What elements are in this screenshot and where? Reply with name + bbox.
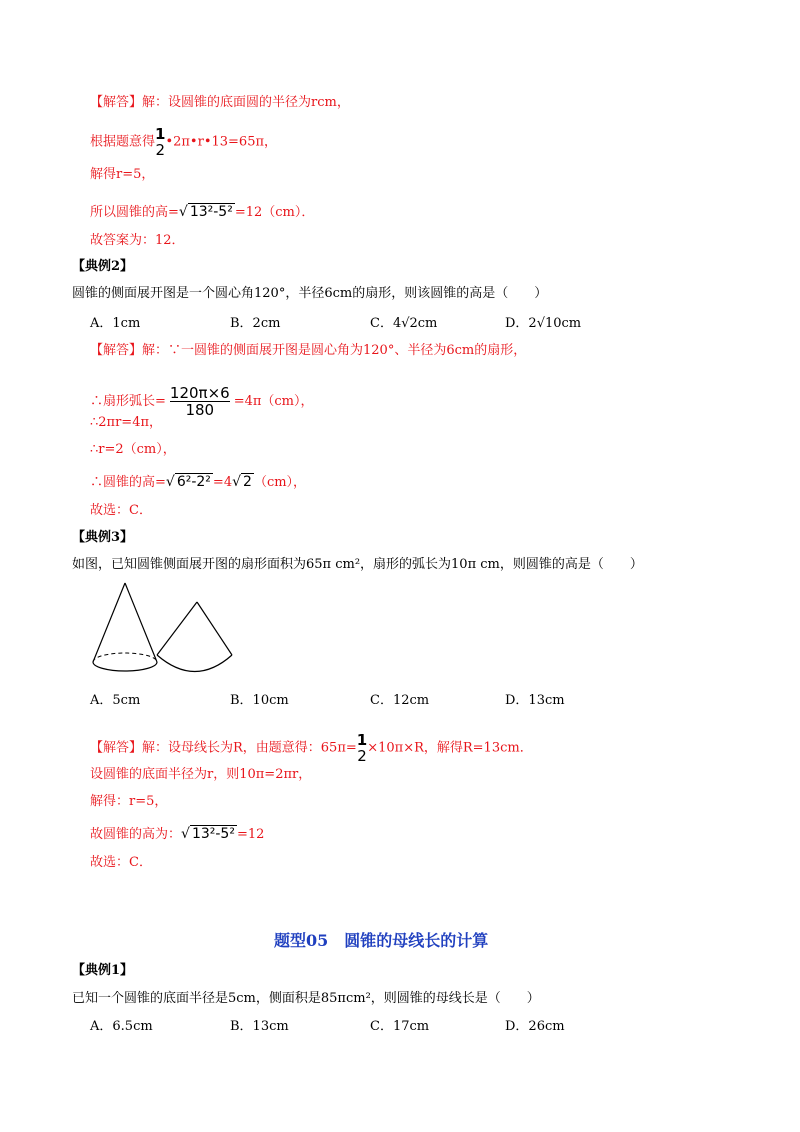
text: 根据题意得 — [90, 134, 156, 150]
solution-line: ∴圆锥的高=√ 6²-2² =4√ 2 （cm）， — [90, 474, 307, 490]
solution-line: 故圆锥的高为：√ 13²-5² =12 — [90, 826, 265, 842]
question-text: 如图，已知圆锥侧面展开图的扇形面积为65π cm²，扇形的弧长为10π cm，则圆锥的高是（ ） — [72, 557, 643, 572]
fraction: 1 2 — [155, 125, 166, 159]
option-d: D．2√10cm — [505, 316, 582, 331]
option-c: C．12cm — [370, 693, 430, 708]
option-b: B．13cm — [230, 1019, 289, 1034]
question-text: 已知一个圆锥的底面半径是5cm，侧面积是85πcm²，则圆锥的母线长是（ ） — [72, 991, 540, 1006]
option-b: B．2cm — [230, 316, 281, 331]
solution-line: 故选：C． — [90, 503, 152, 518]
solution-line: 设圆锥的底面半径为r，则10π=2πr， — [90, 767, 312, 782]
option-a: A．6.5cm — [90, 1019, 153, 1034]
section-title: 题型05 圆锥的母线长的计算 — [274, 931, 489, 950]
option-c: C．17cm — [370, 1019, 430, 1034]
solution-line: 故选：C． — [90, 855, 152, 870]
solution-line: 【解答】解：∵一圆锥的侧面展开图是圆心角为120°、半径为6cm的扇形， — [90, 343, 527, 358]
solution-line: 【解答】解：设母线长为R，由题意得：65π= 1 2 ×10π×R，解得R=13cm． — [90, 731, 533, 765]
question-text: 圆锥的侧面展开图是一个圆心角120°，半径6cm的扇形，则该圆锥的高是（ ） — [72, 286, 548, 301]
solution-line: 故答案为：12． — [90, 233, 185, 248]
solution-line: ∴r=2（cm）， — [90, 442, 176, 457]
fraction: 1 2 — [356, 731, 368, 765]
option-a: A．5cm — [90, 693, 141, 708]
option-d: D．26cm — [505, 1019, 565, 1034]
example-heading: 【典例2】 — [72, 259, 134, 274]
solution-line — [90, 126, 277, 158]
solution-line: 所以圆锥的高=√ 13²-5² =12（cm）． — [90, 204, 315, 220]
example-heading: 【典例1】 — [72, 963, 134, 978]
solution-line: ∴2πr=4π， — [90, 415, 163, 430]
solution-line: 解得r=5， — [90, 167, 155, 182]
solution-line: 解得：r=5， — [90, 794, 168, 809]
example-heading: 【典例3】 — [72, 530, 134, 545]
option-c: C．4√2cm — [370, 316, 438, 331]
solution-line: 【解答】解：设圆锥的底面圆的半径为rcm， — [90, 95, 350, 110]
sqrt: √ 13²-5² — [178, 204, 233, 220]
option-a: A．1cm — [90, 316, 141, 331]
option-b: B．10cm — [230, 693, 289, 708]
text: •2π•r•13=65π， — [165, 134, 278, 150]
fraction: $\frac{120\pi\times 6}{180}$ — [169, 384, 230, 419]
option-d: D．13cm — [505, 693, 565, 708]
solution-line: ∴扇形弧长= $\frac{120\pi\times 6}{180}$ =4π（cm）， — [90, 384, 314, 419]
cone-figure — [85, 580, 245, 690]
